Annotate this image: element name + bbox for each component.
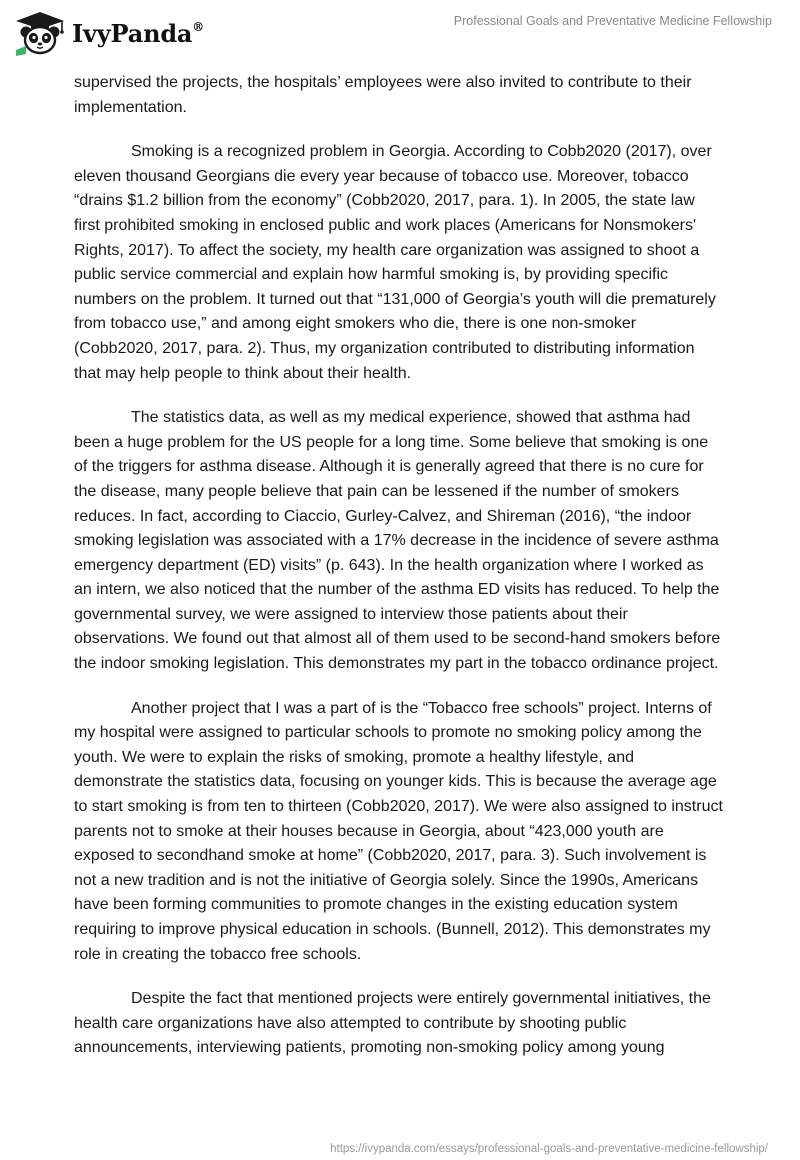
paragraph-5: Despite the fact that mentioned projects were entirely governmental initiatives, the health care organizations have also attempted to contribute by shooting public announcements, interviewing patients, promoting non-smoking policy among young — [74, 990, 711, 1057]
page-header — [0, 0, 800, 64]
paragraph-3: The statistics data, as well as my medical experience, showed that asthma had been a huge problem for the US people for a long time. Some believe that smoking is one of the triggers for asthma disease. Although it is generally agreed that there is no cure for the disease, many people believe that pain can be lessened if the number of smokers reduces. In fact, according to Ciaccio, Gurley-Calvez, and Shireman (2016), “the indoor smoking legislation was associated with a 17% decrease in the incidence of severe asthma emergency department (ED) visits” (p. 643). In the health organization where I worked as an intern, we also noticed that the number of the asthma ED visits has reduced. To help the governmental survey, we were assigned to interview those patients about their observations. We found out that almost all of them used to be second-hand smokers before the indoor smoking legislation. This demonstrates my part in the tobacco ordinance project. — [74, 409, 721, 673]
document-title: Professional Goals and Preventative Medicine Fellowship — [453, 14, 772, 28]
panda-graduate-icon — [12, 10, 68, 56]
paragraph-4: Another project that I was a part of is the “Tobacco free schools” project. Interns of my hospital were assigned to particular schools to promote no smoking policy among the youth. We were to explain the risks of smoking, promote a healthy lifestyle, and demonstrate the statistics data, focusing on younger kids. This is because the average age to start smoking is from ten to thirteen (Cobb2020, 2017). We were also assigned to instruct parents not to smoke at their houses because in Georgia, about “423,000 youth are exposed to secondhand smoke at home” (Cobb2020, 2017, para. 3). Such involvement is not a new tradition and is not the initiative of Georgia solely. Since the 1990s, Americans have been forming communities to promote changes in the existing education system requiring to improve physical education in schools. (Bunnell, 2012). This demonstrates my role in creating the tobacco free schools. — [74, 699, 723, 963]
paragraph-2: Smoking is a recognized problem in Georgia. According to Cobb2020 (2017), over eleven thousand Georgians die every year because of tobacco use. Moreover, tobacco “drains $1.2 billion from the economy” (Cobb2020, 2017, para. 1). In 2005, the state law first prohibited smoking in enclosed public and work places (Americans for Nonsmokers' Rights, 2017). To affect the society, my health care organization was assigned to shoot a public service commercial and explain how harmful smoking is, by providing specific numbers on the problem. It turned out that “131,000 of Georgia’s youth will die prematurely from tobacco use,” and among eight smokers who die, there is one non-smoker (Cobb2020, 2017, para. 2). Thus, my organization contributed to distributing information that may help people to think about their health. — [74, 143, 716, 382]
source-url[interactable]: https://ivypanda.com/essays/professional-goals-and-preventative-medicine-fellowship/ — [330, 1143, 768, 1155]
essay-body — [74, 71, 724, 1081]
ivypanda-logo[interactable] — [12, 10, 204, 56]
logo-wordmark: IvyPanda® — [72, 18, 205, 48]
paragraph-1: supervised the projects, the hospitals’ employees were also invited to contribute to their implementation. — [74, 74, 692, 116]
